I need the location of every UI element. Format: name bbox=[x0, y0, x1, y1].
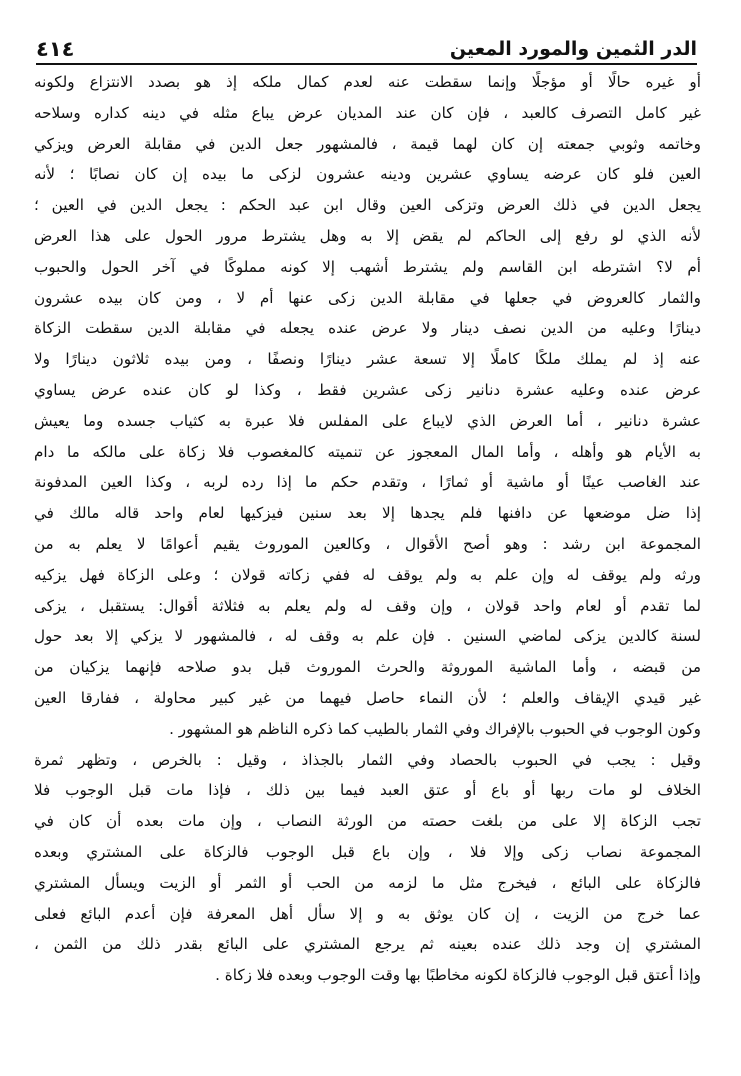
header-divider bbox=[36, 63, 697, 65]
text-line: فالزكاة على البائع ، فيخرج مثل ما لزمه من الحب أو الثمر أو الزيت ويسأل المشتري bbox=[34, 873, 701, 892]
text-line: أو غيره حالًا أو مؤجلًا وإنما سقطت عنه لعدم كمال ملكه إذ هو بصدد الانتزاع ولكونه bbox=[34, 73, 701, 91]
text-line: تجب الزكاة إلا على من بلغت حصته من الورثة النصاب ، وإن مات بعده أن كان في bbox=[34, 812, 701, 831]
text-line: المجموعة نصاب زكى وإلا فلا ، وإن باع قبل الوجوب فالزكاة على المشتري وبعده bbox=[34, 842, 701, 861]
text-line: لسنة كالدين يزكى لماضي السنين . فإن علم به وقف له ، فالمشهور لا يزكي إلا بعد حول bbox=[34, 627, 701, 646]
text-line: دينارًا وعليه من الدين نصف دينار ولا عرض عنده يجعله في مقابلة الدين سقطت الزكاة bbox=[34, 319, 701, 338]
text-line: لما تقدم أو لعام واحد قولان ، وإن وقف له ولم يعلم به فثلاثة أقوال: يستقبل ، يزكى bbox=[34, 596, 701, 615]
text-line: غير كامل التصرف كالعبد ، فإن كان عند المديان عرض يباع مثله في دينه كداره وسلاحه bbox=[34, 103, 701, 122]
text-line: يجعل الدين في ذلك العرض وتزكى العين وقال ابن عبد الحكم : يجعل الدين في العين ؛ bbox=[34, 196, 701, 215]
text-line: وإذا أعتق قبل الوجوب فالزكاة لكونه مخاطبًا بها وقت الوجوب وبعده فلا زكاة . bbox=[215, 966, 701, 985]
text-line: الخلاف لو مات ربها أو باع أو عتق العبد فيما بين ذلك ، فإذا مات قبل الوجوب فلا bbox=[34, 781, 701, 800]
text-line: عشرة دنانير ، أما العرض الذي لايباع على المفلس فلا عبرة به كثياب جسده وما يعيش bbox=[34, 411, 701, 430]
text-line: لأنه الذي لو رفع إلى الحاكم لم يقض إلا به وهل يشترط مرور الحول على هذا العرض bbox=[34, 226, 701, 245]
text-line: عنه إذ لم يملك ملكًا كاملًا إلا تسعة عشر دينارًا ونصفًا ، ومن بيده ثلاثون دينارًا ولا bbox=[34, 350, 701, 369]
text-line: المشتري إن وجد ذلك عنده بعينه ثم يرجع المشتري على البائع بقدر ذلك من الثمن ، bbox=[34, 935, 701, 954]
text-line: المجموعة ابن رشد : وهو أصح الأقوال ، وكالعين الموروث يقيم أعوامًا لا يعلم به من bbox=[34, 534, 701, 553]
page-number: ٤١٤ bbox=[36, 37, 75, 61]
text-line: وقيل : يجب في الحبوب بالحصاد وفي الثمار بالجذاذ ، وقيل : بالخرص ، وتظهر ثمرة bbox=[34, 750, 701, 769]
text-line: إذا ضل موضعها عن دافنها فلم يجدها إلا بعد سنين فيزكيها لعام واحد قاله مالك في bbox=[34, 504, 701, 523]
body-text bbox=[34, 67, 701, 991]
text-line: عرض عنده وعليه عشرة دنانير زكى عشرين فقط ، وكذا لو كان عنده عرض يساوي bbox=[34, 380, 701, 399]
text-line: به الأيام هو وأهله ، وأما المال المعجوز عن تنميته كالمغصوب فلا زكاة على مالكه ما دام bbox=[34, 442, 701, 461]
text-line: عند الغاصب عينًا أو ماشية أو ثمارًا ، وتقدم حكم ما إذا رده لربه ، وكذا العين المدفونة bbox=[34, 473, 701, 492]
text-line: العين فلو كان عرضه يساوي عشرين ودينه عشرون لزكى ما بيده إن كان نصابًا ؛ لأنه bbox=[34, 165, 701, 184]
text-line: وكون الوجوب في الحبوب بالإفراك وفي الثمار بالطيب كما ذكره الناظم هو المشهور . bbox=[169, 719, 701, 738]
text-line: غير قيدي الإيقاف والعلم ؛ لأن النماء حاصل فيهما من غير كبير محاولة ، ففارقا العين bbox=[34, 688, 701, 707]
page-header bbox=[36, 30, 697, 62]
text-line: وخاتمه وثوبي جمعته إن كان لهما قيمة ، فالمشهور جعل الدين في مقابلة العرض ويزكي bbox=[34, 134, 701, 153]
text-line: ورثه ولم يوقف له وإن علم به ولم يوقف له ففي زكاته قولان ؛ وعلى الزكاة فهل يزكيه bbox=[34, 565, 701, 584]
text-line: والثمار كالعروض في جعلها في مقابلة الدين زكى عنها أم لا ، ومن كان بيده عشرون bbox=[34, 288, 701, 307]
text-line: عما خرج من الزيت ، إن كان يوثق به و إلا سأل أهل المعرفة فإن أعدم البائع فعلى bbox=[34, 904, 701, 923]
running-title: الدر الثمين والمورد المعين bbox=[449, 38, 697, 60]
text-line: أم لا؟ اشترطه ابن القاسم ولم يشترط أشهب إلا كونه مملوكًا في آخر الحول والحبوب bbox=[34, 257, 701, 276]
text-line: من قبضه ، وأما الماشية الموروثة والحرث الموروث قبل بدو صلاحه فإنهما يزكيان من bbox=[34, 658, 701, 677]
